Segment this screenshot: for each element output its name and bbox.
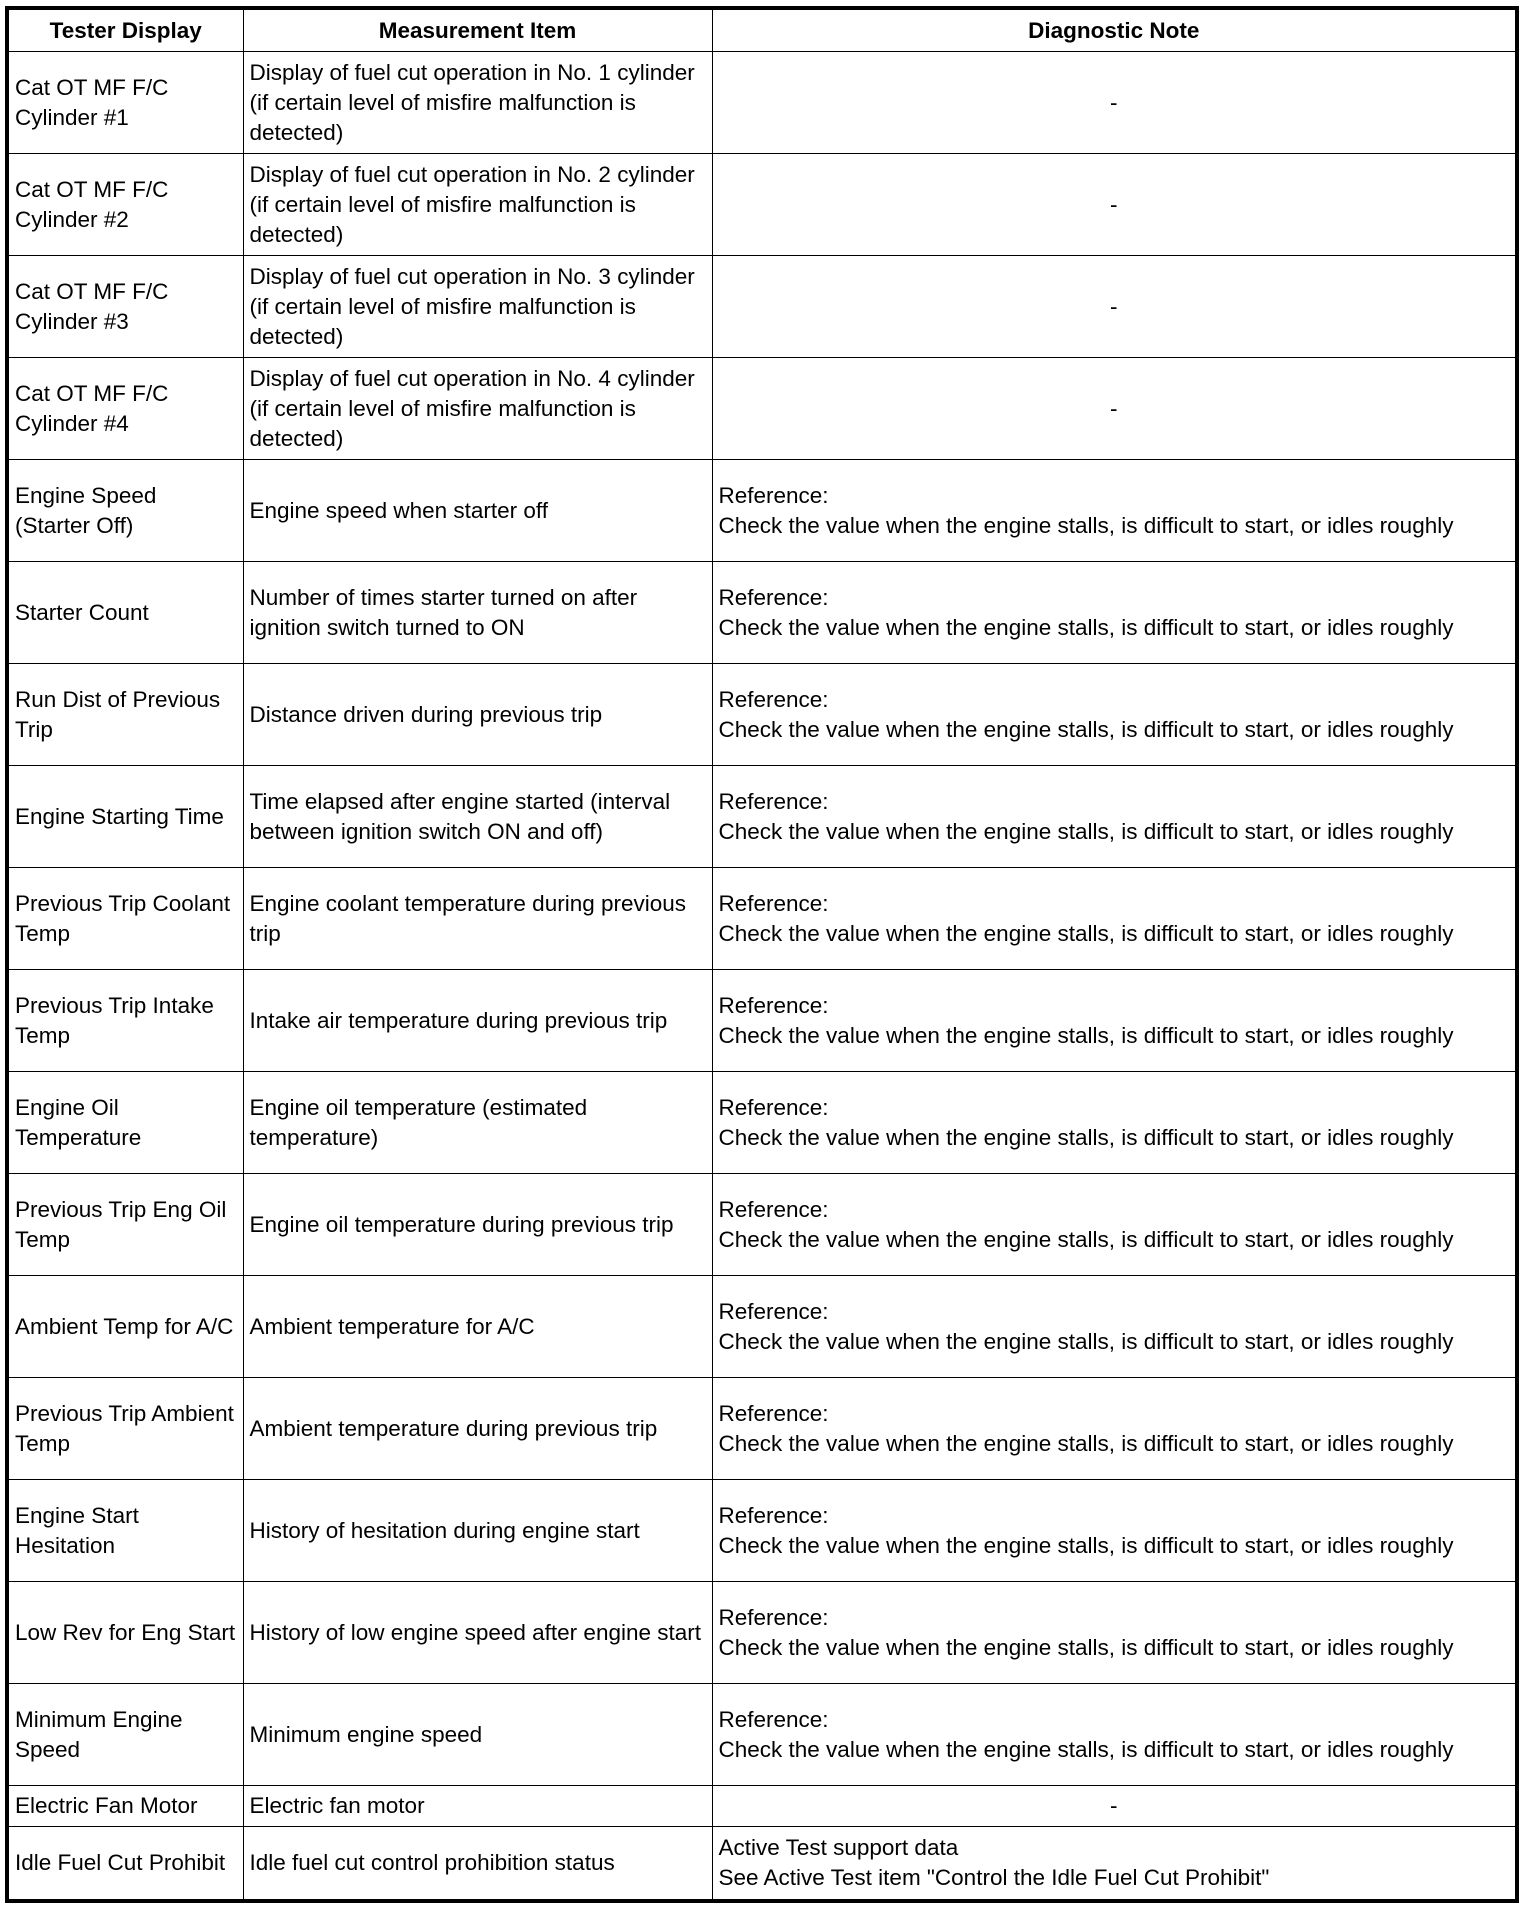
measurement-item-cell: Display of fuel cut operation in No. 4 cylinder (if certain level of misfire malfunction is detected) bbox=[243, 358, 712, 460]
measurement-item-cell: Engine speed when starter off bbox=[243, 460, 712, 562]
measurement-item-cell: Engine oil temperature during previous trip bbox=[243, 1174, 712, 1276]
note-line: Check the value when the engine stalls, is difficult to start, or idles roughly bbox=[718, 1634, 1454, 1660]
tester-display-cell: Starter Count bbox=[7, 562, 243, 664]
diagnostic-note-cell bbox=[712, 1174, 1517, 1276]
tester-display-cell: Engine Speed (Starter Off) bbox=[7, 460, 243, 562]
diagnostic-note-cell: - bbox=[712, 52, 1517, 154]
tester-display-cell: Previous Trip Ambient Temp bbox=[7, 1378, 243, 1480]
tester-display-cell: Previous Trip Eng Oil Temp bbox=[7, 1174, 243, 1276]
note-line: Reference: bbox=[718, 1094, 829, 1120]
measurement-item-cell: Time elapsed after engine started (interval between ignition switch ON and off) bbox=[243, 766, 712, 868]
tester-display-cell: Previous Trip Coolant Temp bbox=[7, 868, 243, 970]
diagnostic-note-cell bbox=[712, 1276, 1517, 1378]
tester-display-cell: Cat OT MF F/C Cylinder #3 bbox=[7, 256, 243, 358]
note-line: Check the value when the engine stalls, is difficult to start, or idles roughly bbox=[718, 1532, 1454, 1558]
measurement-item-cell: Ambient temperature during previous trip bbox=[243, 1378, 712, 1480]
note-line: Reference: bbox=[718, 1196, 829, 1222]
tester-display-cell: Low Rev for Eng Start bbox=[7, 1582, 243, 1684]
note-line: Reference: bbox=[718, 1604, 829, 1630]
measurement-item-cell: Electric fan motor bbox=[243, 1786, 712, 1827]
table-row bbox=[7, 1072, 1517, 1174]
diagnostic-note-cell: - bbox=[712, 358, 1517, 460]
note-line: Reference: bbox=[718, 1400, 829, 1426]
measurement-item-cell: Ambient temperature for A/C bbox=[243, 1276, 712, 1378]
note-line: Reference: bbox=[718, 890, 829, 916]
diagnostic-note-cell bbox=[712, 1378, 1517, 1480]
measurement-item-cell: Number of times starter turned on after ignition switch turned to ON bbox=[243, 562, 712, 664]
diagnostic-note-cell: - bbox=[712, 1786, 1517, 1827]
data-list-table bbox=[5, 6, 1519, 1903]
diagnostic-note-cell bbox=[712, 1827, 1517, 1902]
table-row bbox=[7, 1174, 1517, 1276]
tester-display-cell: Engine Start Hesitation bbox=[7, 1480, 243, 1582]
measurement-item-cell: Intake air temperature during previous trip bbox=[243, 970, 712, 1072]
diagnostic-note-cell bbox=[712, 868, 1517, 970]
diagnostic-note-cell bbox=[712, 970, 1517, 1072]
header-diagnostic-note: Diagnostic Note bbox=[712, 8, 1517, 52]
header-tester-display: Tester Display bbox=[7, 8, 243, 52]
note-line: Check the value when the engine stalls, is difficult to start, or idles roughly bbox=[718, 1328, 1454, 1354]
table-row bbox=[7, 1276, 1517, 1378]
note-line: Reference: bbox=[718, 1502, 829, 1528]
diagnostic-note-cell: - bbox=[712, 154, 1517, 256]
note-line: Check the value when the engine stalls, is difficult to start, or idles roughly bbox=[718, 1124, 1454, 1150]
note-line: Check the value when the engine stalls, is difficult to start, or idles roughly bbox=[718, 614, 1454, 640]
note-line: Reference: bbox=[718, 686, 829, 712]
diagnostic-note-cell: - bbox=[712, 256, 1517, 358]
tester-display-cell: Run Dist of Previous Trip bbox=[7, 664, 243, 766]
tester-display-cell: Previous Trip Intake Temp bbox=[7, 970, 243, 1072]
tester-display-cell: Cat OT MF F/C Cylinder #2 bbox=[7, 154, 243, 256]
diagnostic-note-cell bbox=[712, 1684, 1517, 1786]
measurement-item-cell: Display of fuel cut operation in No. 2 cylinder (if certain level of misfire malfunction is detected) bbox=[243, 154, 712, 256]
table-row bbox=[7, 664, 1517, 766]
note-line: Reference: bbox=[718, 1298, 829, 1324]
note-line: Check the value when the engine stalls, is difficult to start, or idles roughly bbox=[718, 1022, 1454, 1048]
note-line: Check the value when the engine stalls, is difficult to start, or idles roughly bbox=[718, 716, 1454, 742]
note-line: Reference: bbox=[718, 992, 829, 1018]
diagnostic-note-cell bbox=[712, 664, 1517, 766]
diagnostic-note-cell bbox=[712, 562, 1517, 664]
table-row bbox=[7, 868, 1517, 970]
tester-display-cell: Minimum Engine Speed bbox=[7, 1684, 243, 1786]
diagnostic-note-cell bbox=[712, 1582, 1517, 1684]
tester-display-cell: Electric Fan Motor bbox=[7, 1786, 243, 1827]
note-line: See Active Test item "Control the Idle Fuel Cut Prohibit" bbox=[718, 1865, 1270, 1890]
note-line: Check the value when the engine stalls, is difficult to start, or idles roughly bbox=[718, 818, 1454, 844]
note-line: Check the value when the engine stalls, is difficult to start, or idles roughly bbox=[718, 1430, 1454, 1456]
diagnostic-note-cell bbox=[712, 1480, 1517, 1582]
note-line: Check the value when the engine stalls, is difficult to start, or idles roughly bbox=[718, 920, 1454, 946]
note-line: Check the value when the engine stalls, is difficult to start, or idles roughly bbox=[718, 1736, 1454, 1762]
measurement-item-cell: Display of fuel cut operation in No. 1 cylinder (if certain level of misfire malfunction is detected) bbox=[243, 52, 712, 154]
tester-display-cell: Ambient Temp for A/C bbox=[7, 1276, 243, 1378]
note-line: Check the value when the engine stalls, is difficult to start, or idles roughly bbox=[718, 1226, 1454, 1252]
table-row bbox=[7, 562, 1517, 664]
note-line: Reference: bbox=[718, 482, 829, 508]
tester-display-cell: Cat OT MF F/C Cylinder #4 bbox=[7, 358, 243, 460]
tester-display-cell: Idle Fuel Cut Prohibit bbox=[7, 1827, 243, 1902]
measurement-item-cell: Engine oil temperature (estimated temperature) bbox=[243, 1072, 712, 1174]
note-line: Check the value when the engine stalls, is difficult to start, or idles roughly bbox=[718, 512, 1454, 538]
table-header-row bbox=[7, 8, 1517, 52]
table-row bbox=[7, 358, 1517, 460]
note-line: Reference: bbox=[718, 788, 829, 814]
table-row bbox=[7, 1827, 1517, 1902]
tester-display-cell: Cat OT MF F/C Cylinder #1 bbox=[7, 52, 243, 154]
table-row bbox=[7, 1378, 1517, 1480]
note-line: Active Test support data bbox=[718, 1835, 959, 1860]
table-row bbox=[7, 1480, 1517, 1582]
header-measurement-item: Measurement Item bbox=[243, 8, 712, 52]
table-row bbox=[7, 154, 1517, 256]
diagnostic-note-cell bbox=[712, 1072, 1517, 1174]
measurement-item-cell: History of low engine speed after engine start bbox=[243, 1582, 712, 1684]
table-row bbox=[7, 256, 1517, 358]
measurement-item-cell: History of hesitation during engine start bbox=[243, 1480, 712, 1582]
table-row bbox=[7, 1684, 1517, 1786]
measurement-item-cell: Engine coolant temperature during previous trip bbox=[243, 868, 712, 970]
table-row bbox=[7, 970, 1517, 1072]
measurement-item-cell: Distance driven during previous trip bbox=[243, 664, 712, 766]
measurement-item-cell: Minimum engine speed bbox=[243, 1684, 712, 1786]
note-line: Reference: bbox=[718, 584, 829, 610]
tester-display-cell: Engine Oil Temperature bbox=[7, 1072, 243, 1174]
measurement-item-cell: Display of fuel cut operation in No. 3 cylinder (if certain level of misfire malfunction is detected) bbox=[243, 256, 712, 358]
measurement-item-cell: Idle fuel cut control prohibition status bbox=[243, 1827, 712, 1902]
table-row bbox=[7, 1582, 1517, 1684]
table-row bbox=[7, 52, 1517, 154]
table-row bbox=[7, 460, 1517, 562]
diagnostic-note-cell bbox=[712, 766, 1517, 868]
tester-display-cell: Engine Starting Time bbox=[7, 766, 243, 868]
table-row bbox=[7, 766, 1517, 868]
table-row bbox=[7, 1786, 1517, 1827]
diagnostic-note-cell bbox=[712, 460, 1517, 562]
note-line: Reference: bbox=[718, 1706, 829, 1732]
